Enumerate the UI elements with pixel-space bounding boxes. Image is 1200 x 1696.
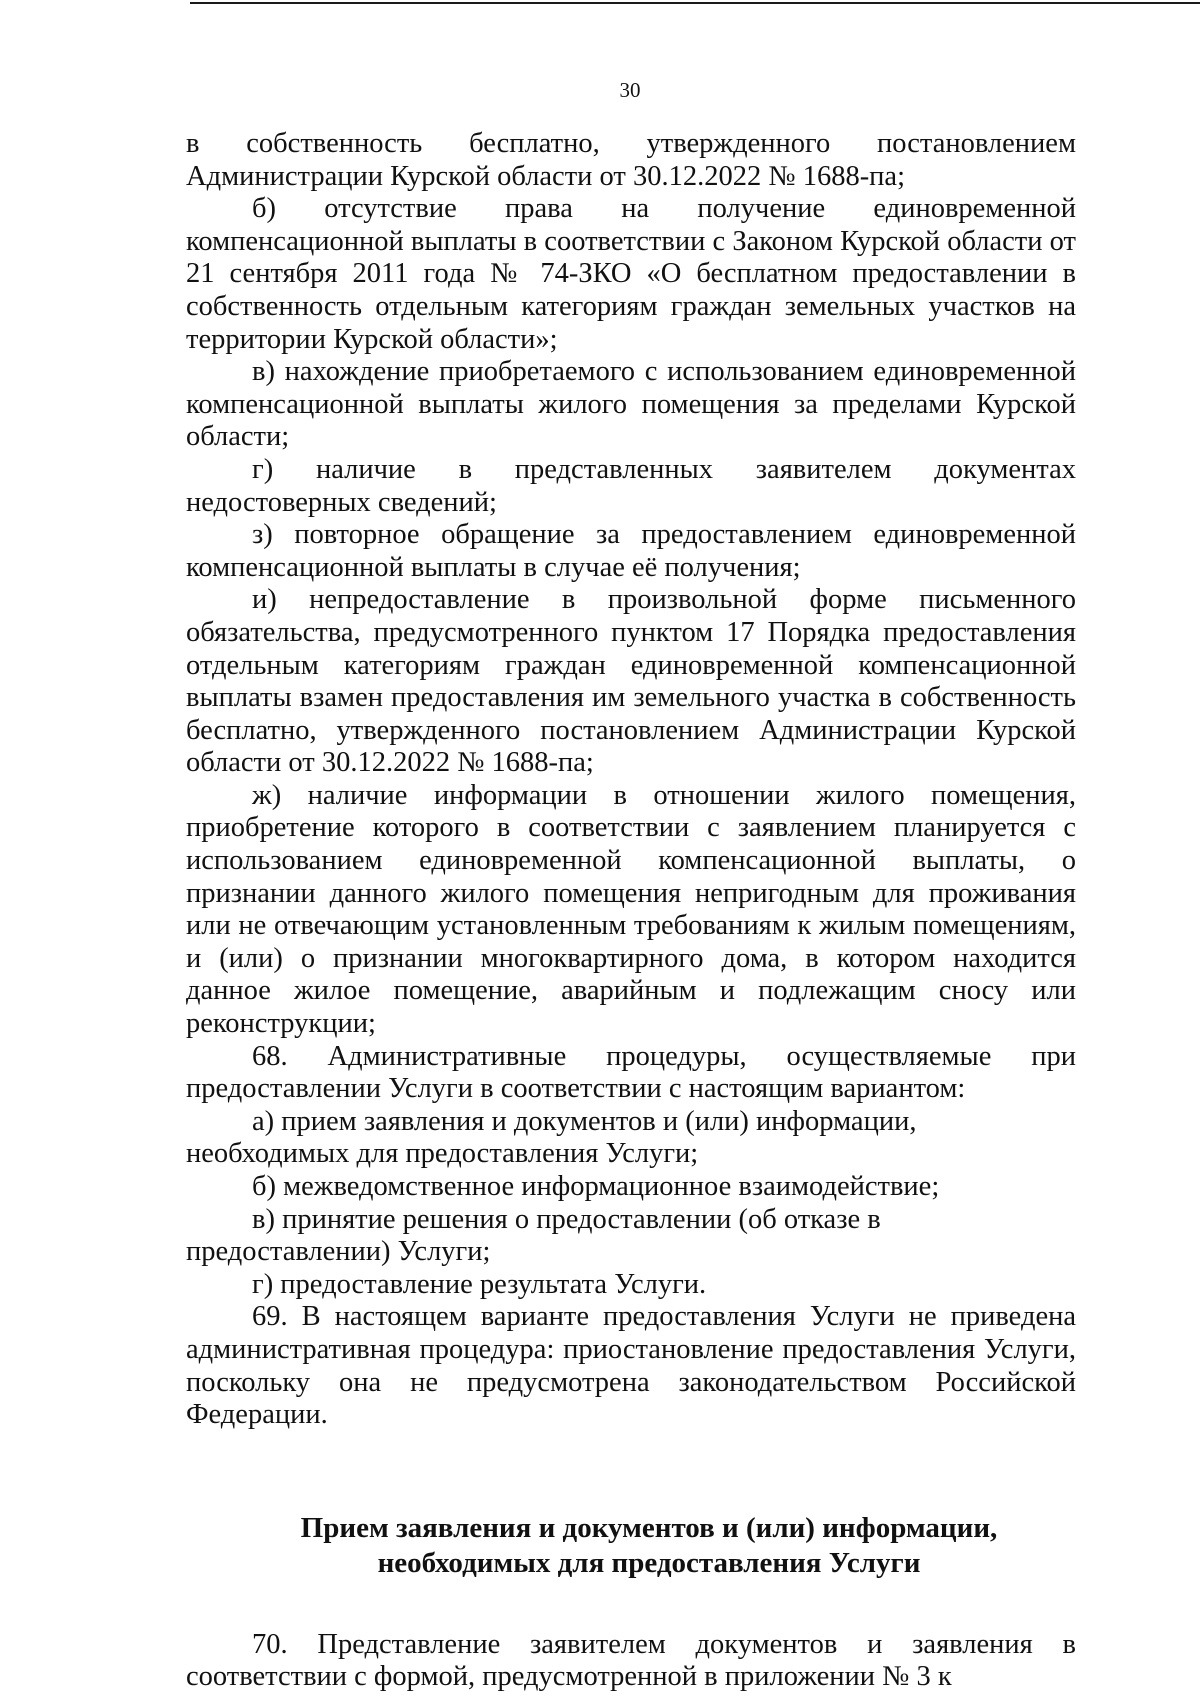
paragraph-item-g: г) наличие в представленных заявителем документах недостоверных сведений;: [186, 453, 1076, 518]
scan-edge-line: [190, 2, 1200, 4]
paragraph-68-a: а) прием заявления и документов и (или) информации, необходимых для предоставления Услуги;: [186, 1105, 917, 1170]
paragraph-item-z: з) повторное обращение за предоставлением единовременной компенсационной выплаты в случае её получения;: [186, 519, 1076, 583]
paragraph-item-i: и) непредоставление в произвольной форме письменного обязательства, предусмотренного пунктом 17 Порядка предоставления отдельным категориям граждан единовременной компенсационной выплаты взамен предоставления им земельного участка в собственность бесплатно, утвержденного постановлением Администрации Курской области от 30.12.2022 № 1688-па;: [186, 584, 1076, 779]
section-heading-line-2: необходимых для предоставления Услуги: [377, 1546, 921, 1579]
document-body: [186, 128, 1076, 1694]
paragraph-68-b: б) межведомственное информационное взаимодействие;: [252, 1171, 940, 1202]
paragraph-68-g: г) предоставление результата Услуги.: [252, 1268, 707, 1300]
section-heading-line-1: Прием заявления и документов и (или) информации,: [300, 1511, 998, 1544]
paragraph-continuation: в собственность бесплатно, утвержденного постановлением Администрации Курской области от 30.12.2022 № 1688-па;: [186, 128, 1076, 192]
paragraph-69: 69. В настоящем варианте предоставления Услуги не приведена административная процедура: приостановление предоставления Услуги, поскольку она не предусмотрена законодательством Российской Федерации.: [186, 1301, 1076, 1431]
page-number: 30: [619, 78, 641, 102]
paragraph-item-zh: ж) наличие информации в отношении жилого помещения, приобретение которого в соответствии с заявлением планируется с использованием единовременной компенсационной выплаты, о признании данного жилого помещения непригодным для проживания или не отвечающим установленным требованиям к жилым помещениям, и (или) о признании многоквартирного дома, в котором находится данное жилое помещение, аварийным и подлежащим сносу или реконструкции;: [186, 779, 1076, 1040]
section-heading: [186, 1511, 1076, 1581]
paragraph-68-v: в) принятие решения о предоставлении (об отказе в предоставлении) Услуги;: [186, 1203, 881, 1268]
paragraph-70: 70. Представление заявителем документов и заявления в соответствии с формой, предусмотренной в приложении № 3 к: [186, 1628, 1076, 1693]
paragraph-68: 68. Административные процедуры, осуществляемые при предоставлении Услуги в соответствии с настоящим вариантом:: [186, 1040, 1076, 1105]
paragraph-item-v: в) нахождение приобретаемого с использованием единовременной компенсационной выплаты жилого помещения за пределами Курской области;: [186, 356, 1076, 453]
paragraph-item-b: б) отсутствие права на получение единовременной компенсационной выплаты в соответствии с Законом Курской области от 21 сентября 2011 года № 74-ЗКО «О бесплатном предоставлении в собственность отдельным категориям граждан земельных участков на территории Курской области»;: [186, 193, 1076, 355]
